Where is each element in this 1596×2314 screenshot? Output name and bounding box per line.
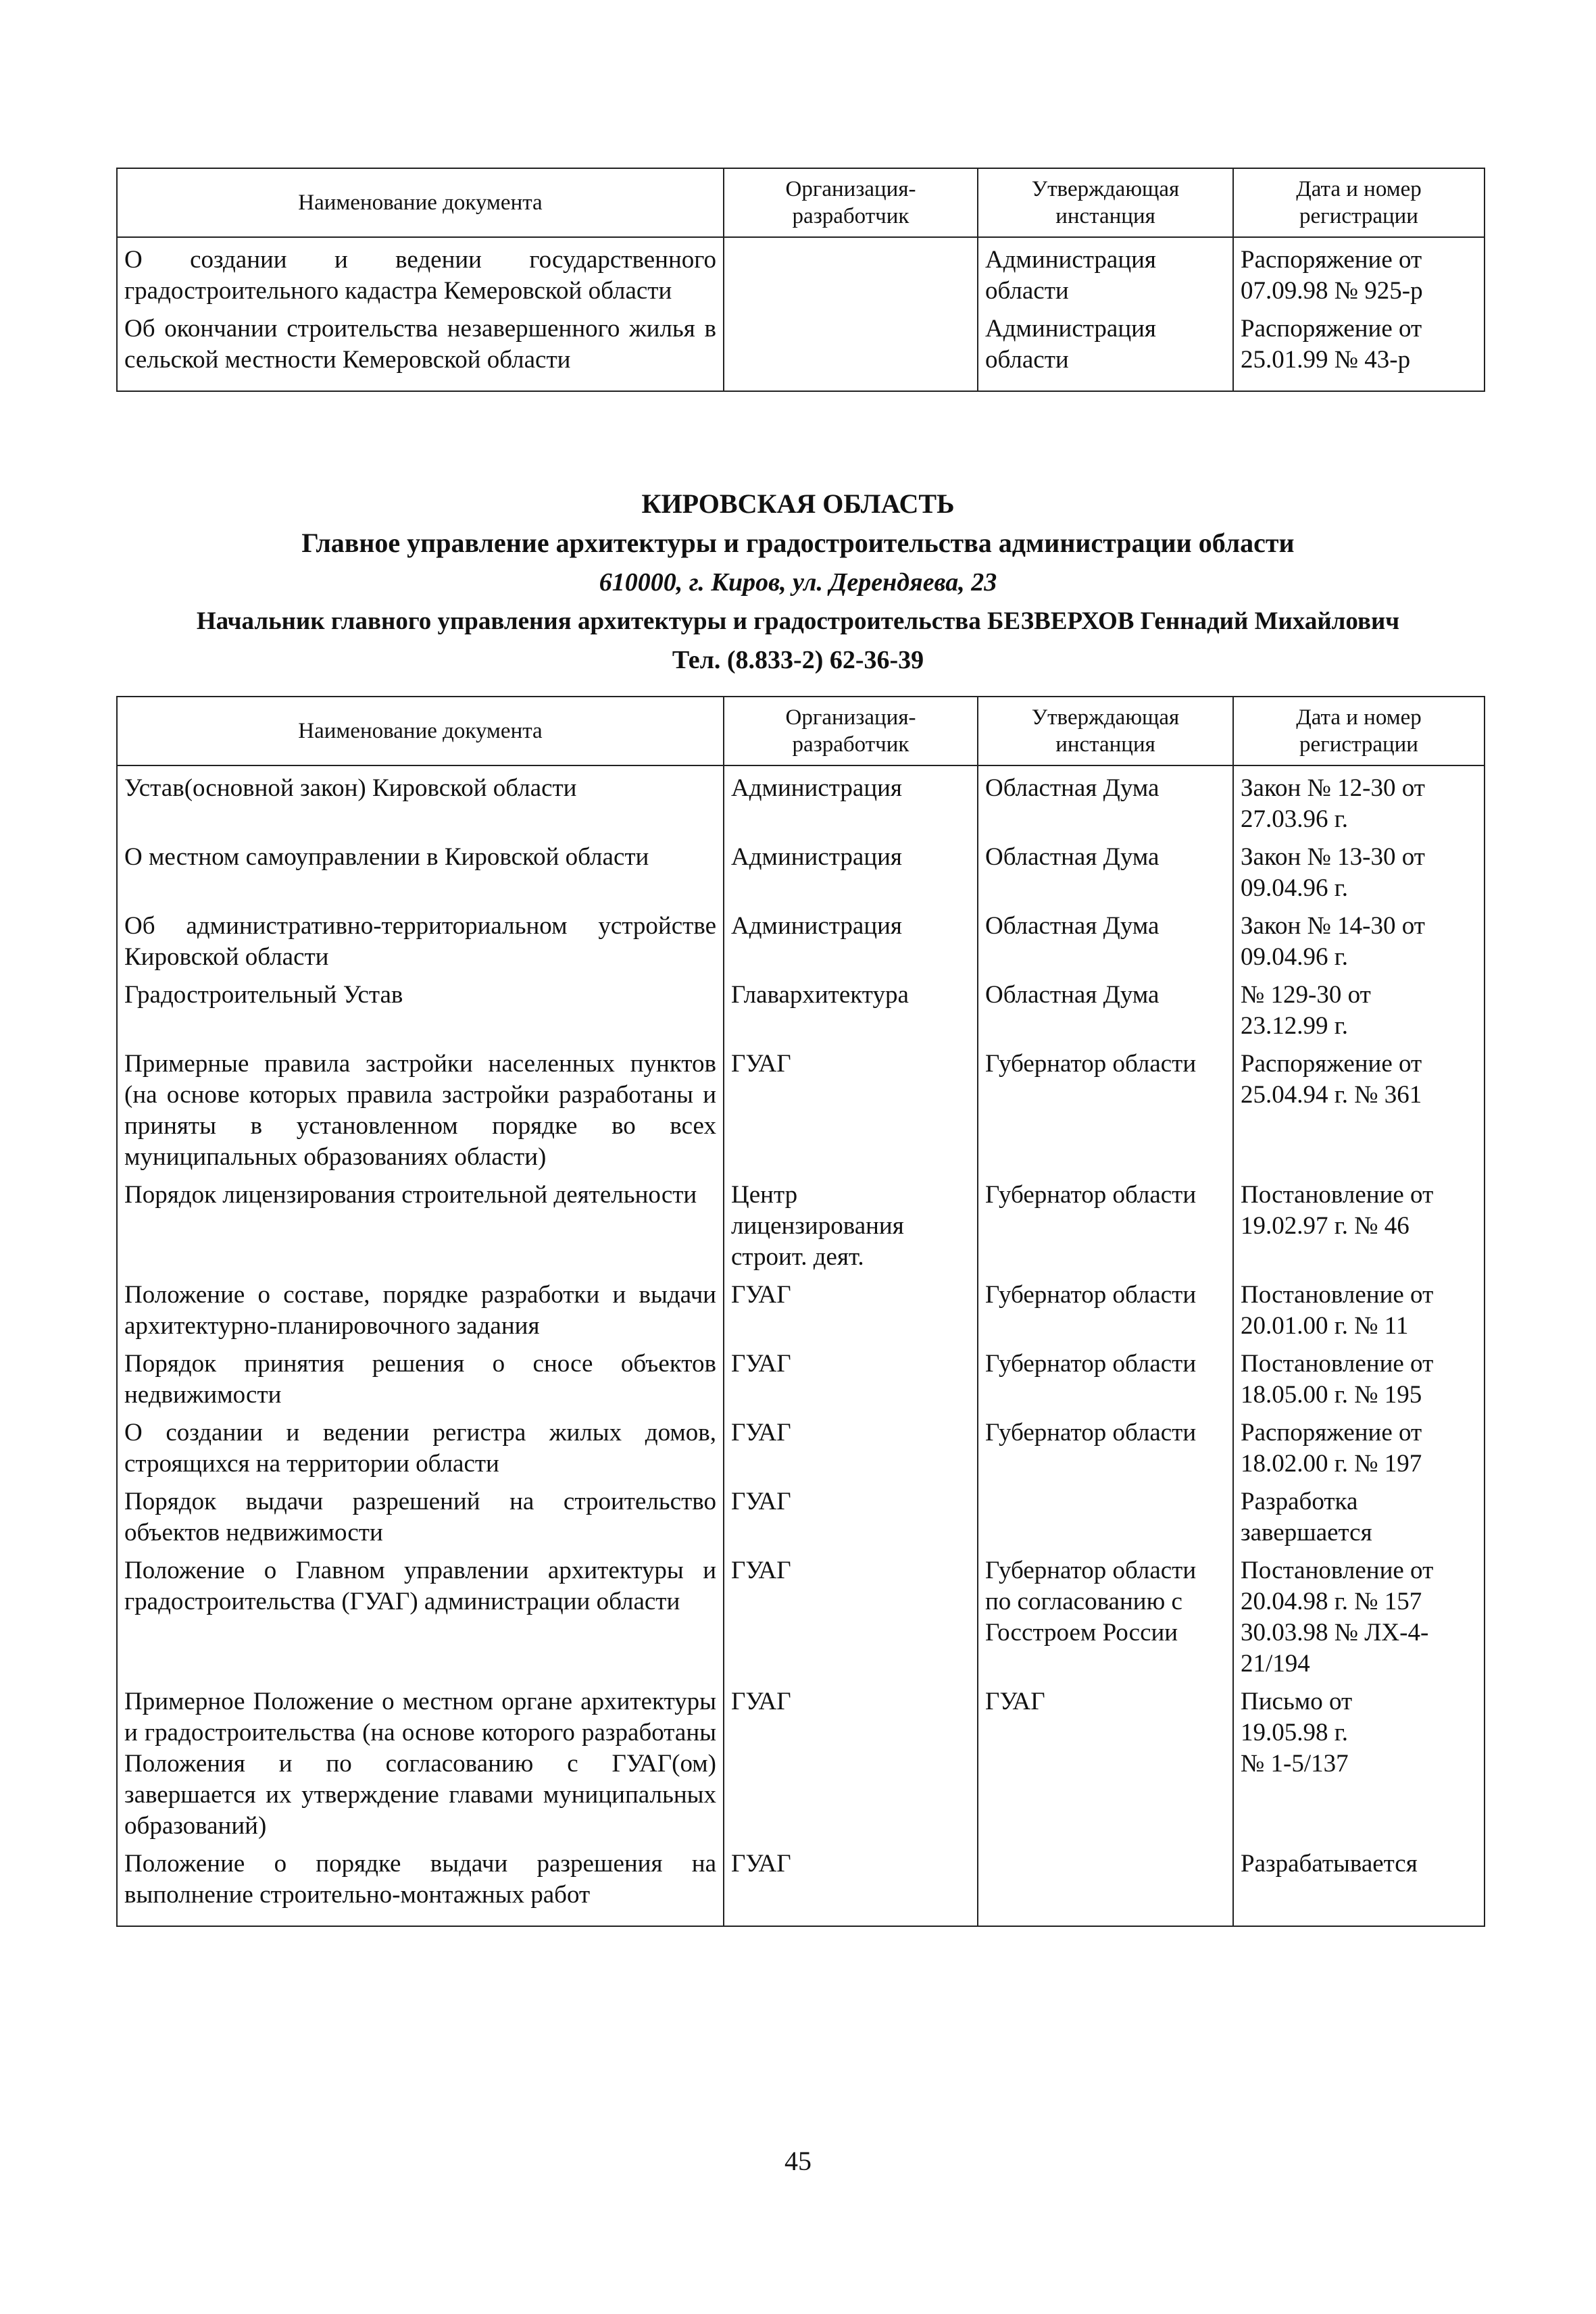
authority-cell: Администрация области — [978, 237, 1233, 307]
document-name-cell: Об окончании строительства незавершенного жилья в сельской местности Кемеровской области — [117, 307, 724, 391]
table-row — [117, 973, 1485, 1042]
table-row — [117, 1411, 1485, 1480]
authority-cell: Губернатор области — [978, 1173, 1233, 1273]
developer-cell — [724, 307, 978, 391]
registration-cell: Постановление от 20.04.98 г. № 157 30.03.98 № ЛХ-4-21/194 — [1233, 1549, 1485, 1680]
registration-cell: Разработка завершается — [1233, 1480, 1485, 1549]
developer-cell: ГУАГ — [724, 1480, 978, 1549]
registration-cell: № 129-30 от 23.12.99 г. — [1233, 973, 1485, 1042]
page-number: 45 — [784, 2146, 812, 2176]
department-title: Главное управление архитектуры и градостроительства администрации области — [301, 528, 1295, 558]
document-name-cell: Устав(основной закон) Кировской области — [117, 765, 724, 835]
registration-cell: Постановление от 18.05.00 г. № 195 — [1233, 1342, 1485, 1411]
table-row — [117, 237, 1485, 307]
document-name-cell: Порядок лицензирования строительной деятельности — [117, 1173, 724, 1273]
developer-cell: Центр лицензирования строит. деят. — [724, 1173, 978, 1273]
authority-cell: Губернатор области — [978, 1042, 1233, 1173]
registration-cell: Разрабатывается — [1233, 1842, 1485, 1926]
document-name-cell: Градостроительный Устав — [117, 973, 724, 1042]
registration-cell: Постановление от 19.02.97 г. № 46 — [1233, 1173, 1485, 1273]
authority-cell: Губернатор области — [978, 1342, 1233, 1411]
column-header-registration: Дата и номер регистрации — [1233, 168, 1485, 237]
column-header-authority: Утверждающая инстанция — [978, 697, 1233, 765]
department-address: 610000, г. Киров, ул. Дерендяева, 23 — [599, 568, 997, 597]
document-name-cell: Примерное Положение о местном органе архитектуры и градостроительства (на основе которого разработаны Положения и по согласованию с ГУАГ(ом) завершается их утверждение главами муниципальных образований) — [117, 1680, 724, 1842]
column-header-registration: Дата и номер регистрации — [1233, 697, 1485, 765]
registration-cell: Закон № 14-30 от 09.04.96 г. — [1233, 904, 1485, 973]
table-header-row — [117, 168, 1485, 237]
developer-cell — [724, 237, 978, 307]
document-name-cell: Порядок выдачи разрешений на строительство объектов недвижимости — [117, 1480, 724, 1549]
authority-cell — [978, 1480, 1233, 1549]
authority-cell: ГУАГ — [978, 1680, 1233, 1842]
table-row — [117, 307, 1485, 391]
developer-cell: ГУАГ — [724, 1549, 978, 1680]
document-name-cell: Примерные правила застройки населенных пунктов (на основе которых правила застройки разработаны и приняты в установленном порядке во всех муниципальных образованиях области) — [117, 1042, 724, 1173]
registration-cell: Распоряжение от 18.02.00 г. № 197 — [1233, 1411, 1485, 1480]
table-row — [117, 1042, 1485, 1173]
document-name-cell: О местном самоуправлении в Кировской области — [117, 835, 724, 904]
authority-cell — [978, 1842, 1233, 1926]
table-row — [117, 1680, 1485, 1842]
table-row — [117, 835, 1485, 904]
authority-cell: Губернатор области — [978, 1273, 1233, 1342]
registration-cell: Распоряжение от 25.01.99 № 43-р — [1233, 307, 1485, 391]
document-name-cell: Об административно-территориальном устройстве Кировской области — [117, 904, 724, 973]
kirov-documents-table — [116, 696, 1485, 1927]
authority-cell: Областная Дума — [978, 835, 1233, 904]
authority-cell: Губернатор области по согласованию с Госстроем России — [978, 1549, 1233, 1680]
column-header-authority: Утверждающая инстанция — [978, 168, 1233, 237]
document-name-cell: Положение о составе, порядке разработки и выдачи архитектурно-планировочного задания — [117, 1273, 724, 1342]
document-name-cell: Положение о Главном управлении архитектуры и градостроительства (ГУАГ) администрации области — [117, 1549, 724, 1680]
table-row — [117, 1342, 1485, 1411]
authority-cell: Администрация области — [978, 307, 1233, 391]
authority-cell: Областная Дума — [978, 973, 1233, 1042]
developer-cell: Администрация — [724, 835, 978, 904]
developer-cell: Администрация — [724, 765, 978, 835]
developer-cell: Главархитектура — [724, 973, 978, 1042]
document-name-cell: Положение о порядке выдачи разрешения на выполнение строительно-монтажных работ — [117, 1842, 724, 1926]
department-head: Начальник главного управления архитектуры и градостроительства БЕЗВЕРХОВ Геннадий Михайлович — [196, 607, 1400, 635]
kemerovo-documents-table — [116, 168, 1485, 392]
authority-cell: Губернатор области — [978, 1411, 1233, 1480]
table-row — [117, 765, 1485, 835]
column-header-name: Наименование документа — [117, 168, 724, 237]
table-row — [117, 1480, 1485, 1549]
developer-cell: Администрация — [724, 904, 978, 973]
registration-cell: Распоряжение от 07.09.98 № 925-р — [1233, 237, 1485, 307]
registration-cell: Постановление от 20.01.00 г. № 11 — [1233, 1273, 1485, 1342]
table-row — [117, 904, 1485, 973]
document-name-cell: О создании и ведении регистра жилых домов, строящихся на территории области — [117, 1411, 724, 1480]
registration-cell: Распоряжение от 25.04.94 г. № 361 — [1233, 1042, 1485, 1173]
table-row — [117, 1842, 1485, 1926]
developer-cell: ГУАГ — [724, 1411, 978, 1480]
column-header-developer: Организация- разработчик — [724, 697, 978, 765]
registration-cell: Письмо от 19.05.98 г. № 1-5/137 — [1233, 1680, 1485, 1842]
developer-cell: ГУАГ — [724, 1342, 978, 1411]
table-row — [117, 1173, 1485, 1273]
developer-cell: ГУАГ — [724, 1273, 978, 1342]
developer-cell: ГУАГ — [724, 1042, 978, 1173]
table1-body — [117, 237, 1485, 391]
column-header-developer: Организация- разработчик — [724, 168, 978, 237]
department-phone: Тел. (8.833-2) 62-36-39 — [672, 646, 924, 674]
authority-cell: Областная Дума — [978, 904, 1233, 973]
registration-cell: Закон № 12-30 от 27.03.96 г. — [1233, 765, 1485, 835]
column-header-name: Наименование документа — [117, 697, 724, 765]
developer-cell: ГУАГ — [724, 1842, 978, 1926]
authority-cell: Областная Дума — [978, 765, 1233, 835]
table2-body — [117, 765, 1485, 1926]
table-header-row — [117, 697, 1485, 765]
registration-cell: Закон № 13-30 от 09.04.96 г. — [1233, 835, 1485, 904]
table-row — [117, 1273, 1485, 1342]
document-name-cell: О создании и ведении государственного градостроительного кадастра Кемеровской области — [117, 237, 724, 307]
region-title: КИРОВСКАЯ ОБЛАСТЬ — [641, 488, 955, 519]
developer-cell: ГУАГ — [724, 1680, 978, 1842]
document-name-cell: Порядок принятия решения о сносе объектов недвижимости — [117, 1342, 724, 1411]
table-row — [117, 1549, 1485, 1680]
